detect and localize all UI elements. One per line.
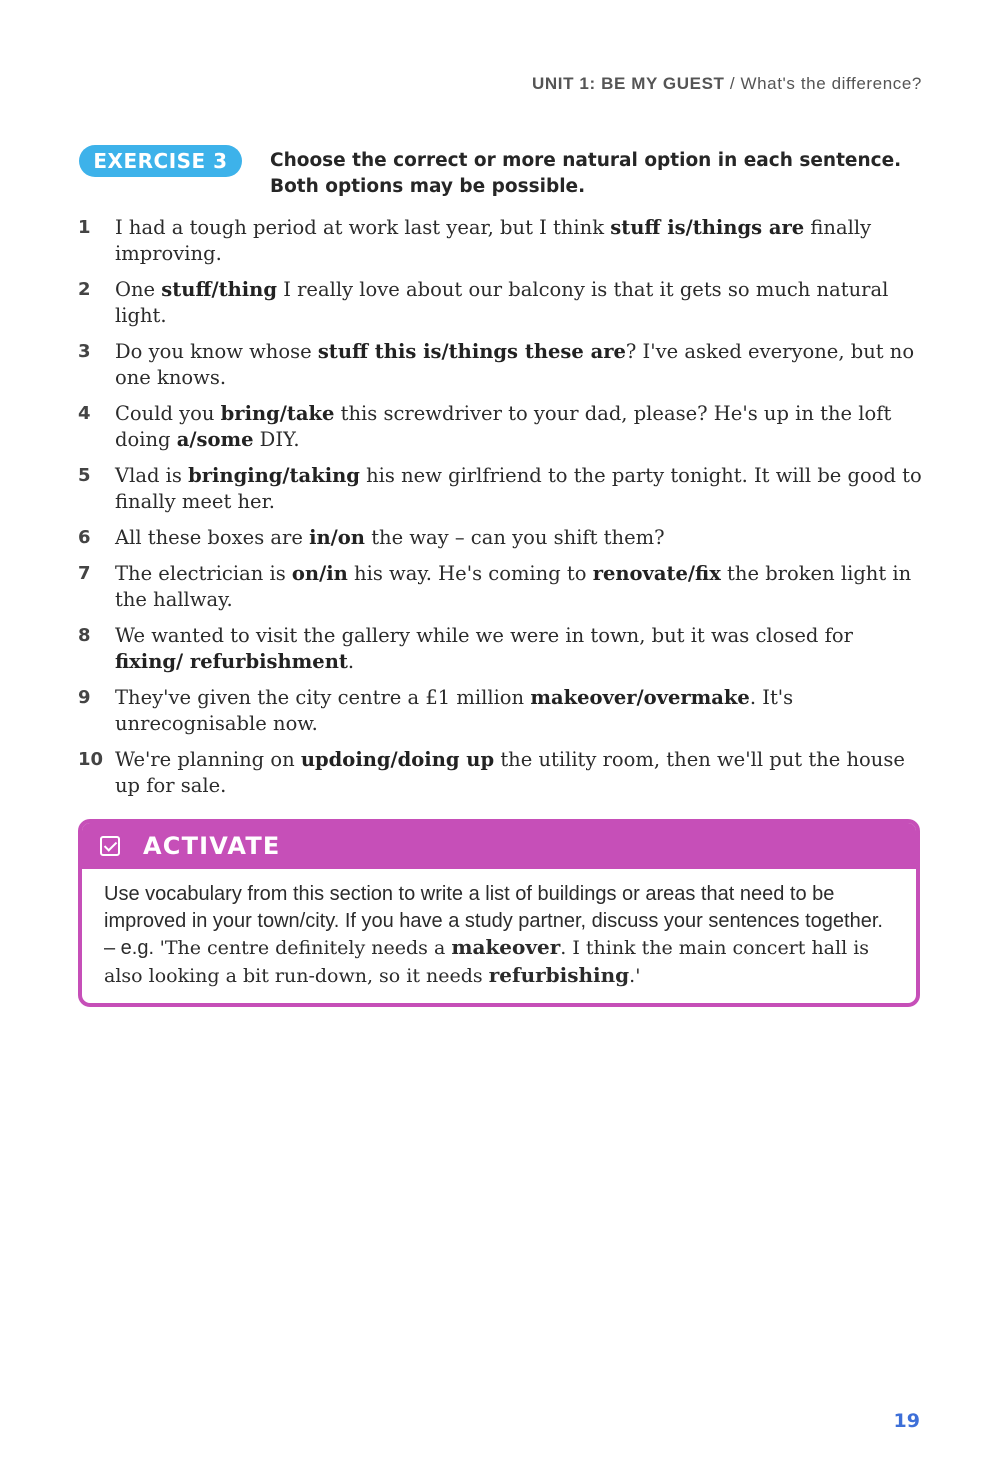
activate-text-1: Use vocabulary from this section to write a list of buildings or areas that need to be improved in your town/city. If you have a study partner, discuss your sentences together. – e.g.	[104, 883, 883, 959]
sentence-text: ? I've asked everyone, but no one knows.	[115, 340, 915, 389]
option-choice: stuff this is/things these are	[317, 340, 626, 363]
sentence-text: the broken light in the hallway.	[115, 562, 912, 611]
sentence-text: The electrician is	[115, 562, 292, 585]
sentence-text: DIY.	[253, 428, 300, 451]
item-number: 1	[78, 217, 91, 238]
activate-text-2: 'The centre definitely needs a	[159, 937, 452, 959]
unit-title: UNIT 1: BE MY GUEST	[532, 74, 725, 93]
section-title: What's the difference?	[740, 74, 922, 93]
option-choice: bring/take	[220, 402, 335, 425]
option-choice: renovate/fix	[592, 562, 721, 585]
activate-bold-1: makeover	[451, 935, 561, 959]
page-number: 19	[893, 1410, 920, 1432]
sentence-text: the utility room, then we'll put the house up for sale.	[115, 748, 905, 797]
exercise-item	[78, 463, 923, 515]
sentence-text: We're planning on	[115, 748, 301, 771]
exercise-item	[78, 339, 923, 391]
sentence-text: All these boxes are	[115, 526, 310, 549]
item-number: 2	[78, 279, 91, 300]
checkbox-icon	[100, 836, 120, 856]
item-number: 8	[78, 625, 91, 646]
activate-text-4: .'	[629, 964, 641, 987]
exercise-item	[78, 561, 923, 613]
sentence-text: Do you know whose	[115, 340, 318, 363]
item-number: 4	[78, 403, 91, 424]
sentence-text: his way. He's coming to	[347, 562, 593, 585]
exercise-item	[78, 685, 923, 737]
exercise-instructions	[270, 148, 930, 200]
item-number: 3	[78, 341, 91, 362]
option-choice: makeover/overmake	[530, 686, 750, 709]
activate-header	[82, 823, 916, 869]
activate-text-3: . I think the main concert hall is also looking a bit run-down, so it needs	[104, 937, 870, 987]
exercise-list	[78, 215, 923, 809]
sentence-text: Could you	[115, 402, 221, 425]
option-choice: stuff/thing	[161, 278, 277, 301]
activate-title: ACTIVATE	[143, 832, 281, 860]
item-number: 9	[78, 687, 91, 708]
instructions-line-1: Choose the correct or more natural option in each sentence.	[270, 150, 902, 171]
sentence-text: . It's unrecognisable now.	[115, 686, 794, 735]
exercise-item	[78, 215, 923, 267]
activate-bold-2: refurbishing	[488, 962, 630, 987]
sentence-text: I really love about our balcony is that it gets so much natural light.	[115, 278, 889, 327]
sentence-text: finally improving.	[115, 216, 872, 265]
option-choice: in/on	[309, 526, 365, 549]
sentence-text: We wanted to visit the gallery while we were in town, but it was closed for	[115, 624, 853, 647]
page-header	[532, 74, 922, 94]
option-choice: bringing/taking	[188, 464, 360, 487]
exercise-item	[78, 747, 923, 799]
exercise-item	[78, 623, 923, 675]
option-choice: a/some	[176, 428, 254, 451]
exercise-item	[78, 525, 923, 551]
exercise-item	[78, 401, 923, 453]
sentence-text: Vlad is	[115, 464, 189, 487]
sentence-text: They've given the city centre a £1 million	[115, 686, 531, 709]
sentence-text: I had a tough period at work last year, but I think	[115, 216, 611, 239]
item-number: 10	[78, 749, 104, 770]
exercise-item	[78, 277, 923, 329]
item-number: 6	[78, 527, 91, 548]
activate-box	[78, 819, 920, 1007]
sentence-text: this screwdriver to your dad, please? He's up in the loft doing	[115, 402, 892, 451]
sentence-text: One	[115, 278, 162, 301]
item-number: 7	[78, 563, 91, 584]
sentence-text: the way – can you shift them?	[365, 526, 665, 549]
item-number: 5	[78, 465, 91, 486]
option-choice: on/in	[291, 562, 348, 585]
option-choice: stuff is/things are	[610, 216, 805, 239]
option-choice: fixing/ refurbishment	[115, 650, 348, 673]
header-separator: /	[724, 74, 741, 93]
sentence-text: .	[347, 650, 355, 673]
sentence-text: his new girlfriend to the party tonight. It will be good to finally meet her.	[115, 464, 922, 513]
activate-text	[82, 869, 916, 989]
option-choice: updoing/doing up	[300, 748, 495, 771]
instructions-line-2: Both options may be possible.	[270, 176, 586, 197]
exercise-badge: EXERCISE 3	[79, 145, 242, 177]
